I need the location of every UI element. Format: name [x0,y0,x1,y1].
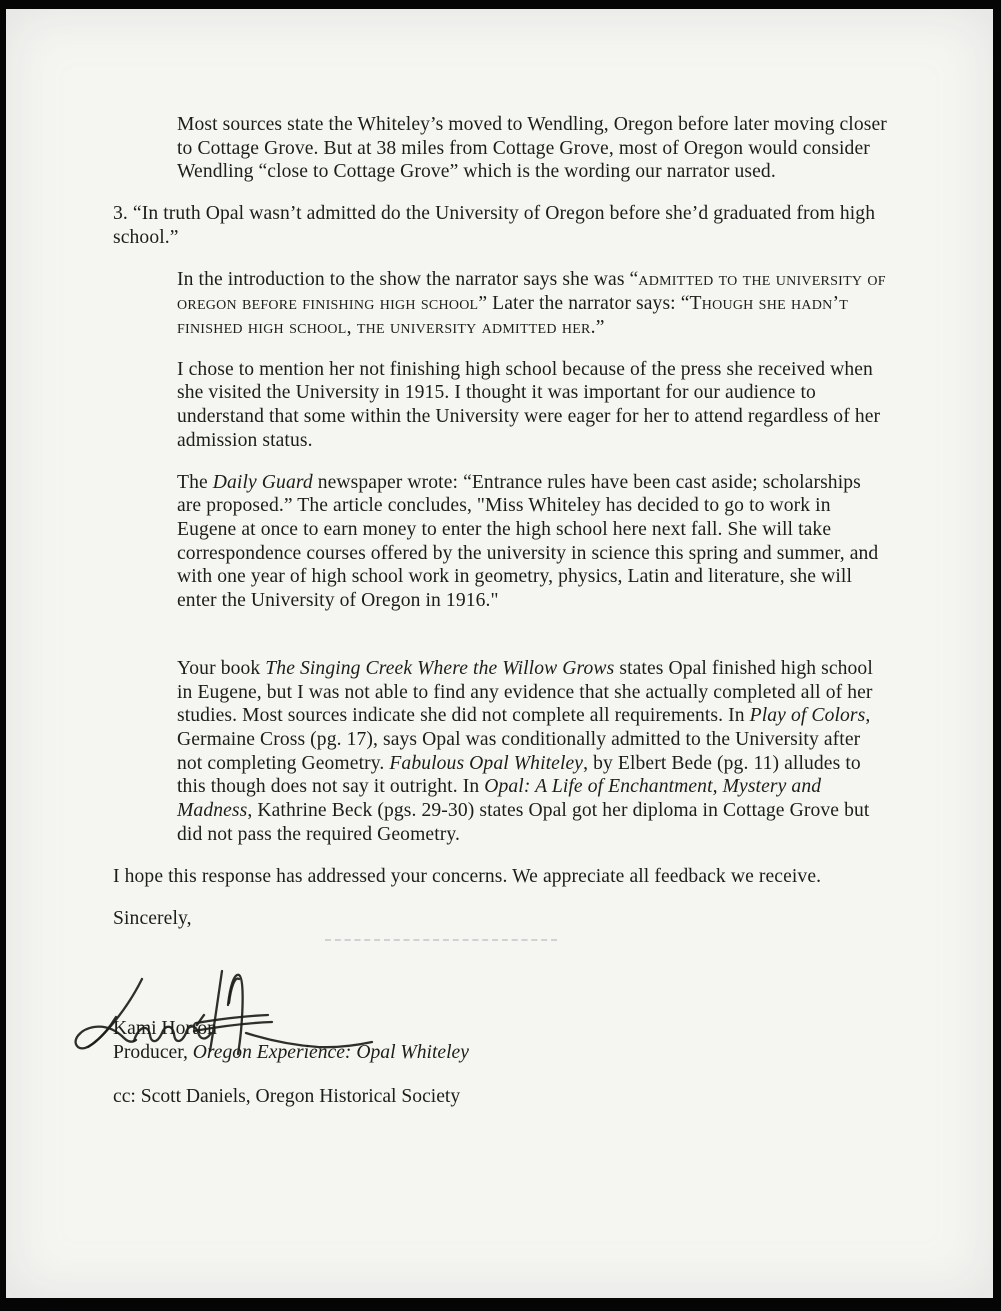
paragraph-press [177,358,889,453]
text-run: ” Later the narrator says: “ [478,292,690,314]
book-title-run: Opal: A Life of Enchantment, Mystery and Madness [177,776,822,822]
smallcaps-quote-run: admitted to the university of oregon before finishing high school [177,269,886,314]
book-title-run: Fabulous Opal Whiteley [389,752,584,774]
scan-artifact-dashes [325,939,557,941]
text-run: 3. “In truth Opal wasn’t admitted do the University of Oregon before she’d graduated from high school.” [113,203,876,249]
text-run: , Kathrine Beck (pgs. 29-30) states Opal got her diploma in Cottage Grove but did not pass the required Geometry. [177,800,870,845]
text-run: In the introduction to the show the narrator says she was “ [177,269,639,291]
text-run: states Opal finished high school in Eugene, but I was not able to find any evidence that she actually completed all of her studies. Most sources indicate she did not complete all requirements. In [177,657,873,727]
book-title-run: Play of Colors [749,705,866,727]
paragraph-point-3 [113,202,899,249]
book-title-run: The Singing Creek Where the Willow Grows [265,657,615,679]
book-title-run: Daily Guard [212,471,313,493]
text-run: Your book [177,657,266,679]
text-run: Producer, [113,1042,193,1064]
text-run: newspaper wrote: “Entrance rules have been cast aside; scholarships are proposed.” The article concludes, "Miss Whiteley has decided to go to work in Eugene at once to earn money to enter the high school here next fall. She will take correspondence courses offered by the university in science this spring and summer, and with one year of high school work in geometry, physics, Latin and literature, she will enter the University of Oregon in 1916." [177,471,879,612]
program-title-run: Oregon Experience: Opal Whiteley [192,1042,469,1064]
signoff-role [113,1041,993,1065]
letter-page [6,9,993,1298]
paragraph-sincerely [113,907,899,931]
signoff-name [113,1017,993,1041]
text-run: Most sources state the Whiteley’s moved to Wendling, Oregon before later moving closer to Cottage Grove. But at 38 miles from Cottage Grove, most of Oregon would consider Wendling “close to Cottage Grove” which is the wording our narrator used. [177,114,887,183]
text-run: cc: Scott Daniels, Oregon Historical Society [113,1085,461,1107]
paragraph-narration-quote [177,268,889,339]
paragraph-wendling [177,113,889,184]
text-run: Sincerely, [113,907,192,929]
text-run: ” [595,316,605,338]
paragraph-books [177,657,889,847]
smallcaps-quote-run: Though she hadn’t finished high school, the university admitted her. [177,292,849,338]
text-run: Kami Horton [113,1018,217,1040]
text-run: I chose to mention her not finishing high school because of the press she received when she visited the University in 1915. I thought it was important for our audience to understand that some within the University were eager for her to attend regardless of her admission status. [177,358,881,451]
signoff-block [113,1017,993,1108]
text-run: The [177,471,213,493]
paragraph-daily-guard [177,471,889,613]
cc-line [113,1085,993,1109]
paragraph-closing [113,865,899,889]
text-run: I hope this response has addressed your concerns. We appreciate all feedback we receive. [113,865,822,887]
text-run: , by Elbert Bede (pg. 11) alludes to this though does not say it outright. In [177,752,861,798]
text-run: , Germaine Cross (pg. 17), says Opal was conditionally admitted to the University after not completing Geometry. [177,705,871,774]
